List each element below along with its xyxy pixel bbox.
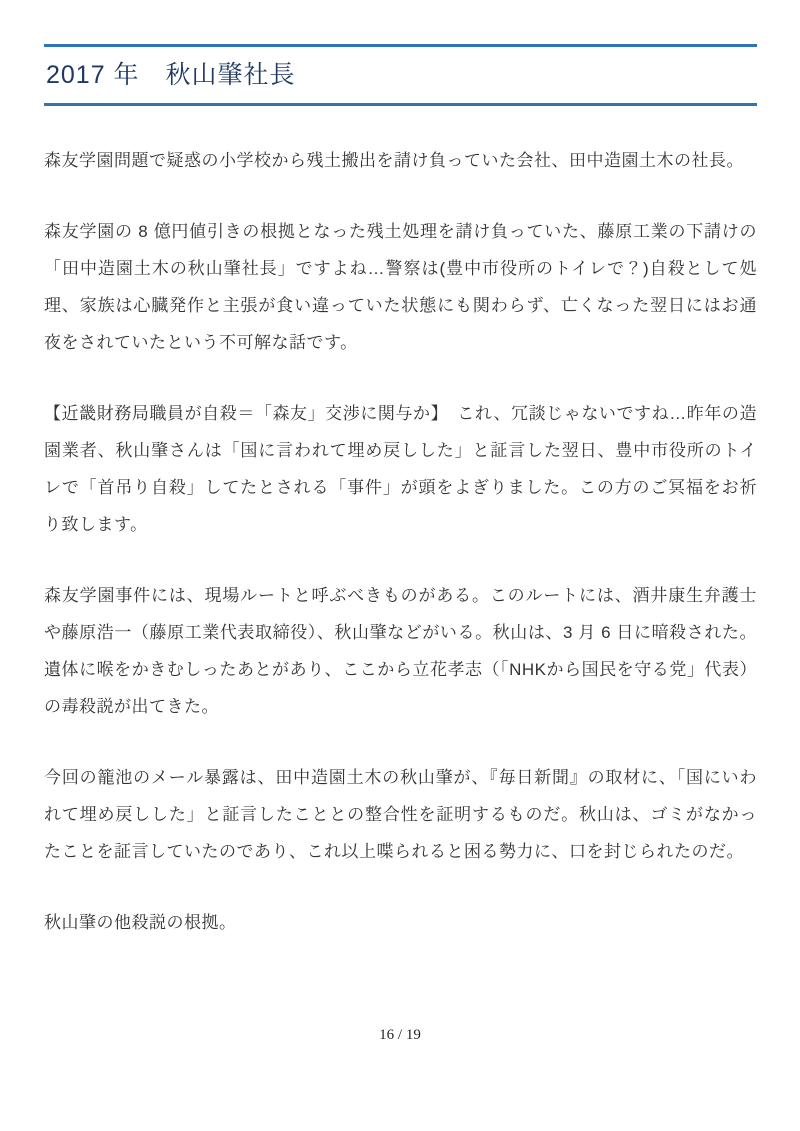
paragraph-murder-theory-heading: 秋山肇の他殺説の根拠。 xyxy=(44,913,237,932)
paragraph-company-intro: 森友学園問題で疑惑の小学校から残土搬出を請け負っていた会社、田中造園土木の社長。 xyxy=(44,151,744,170)
paragraph-kagoike-mail: 今回の籠池のメール暴露は、田中造園土木の秋山肇が、『毎日新聞』の取材に、「国にいわれて埋め戻しした」と証言したこととの整合性を証明するものだ。秋山は、ゴミがなかったことを証言していたのであり、これ以上喋られると困る勢力に、口を封じられたのだ。 xyxy=(44,768,757,861)
paragraph-police-suicide-ruling: 森友学園の 8 億円値引きの根拠となった残土処理を請け負っていた、藤原工業の下請けの「田中造園土木の秋山肇社長」ですよね…警察は(豊中市役所のトイレで？)自殺として処理、家族は心臓発作と主張が食い違っていた状態にも関わらず、亡くなった翌日にはお通夜をされていたという不可解な話です。 xyxy=(44,222,757,352)
document-body xyxy=(44,142,757,941)
paragraph-kinki-finance-bureau: 【近畿財務局職員が自殺＝「森友」交渉に関与か】 これ、冗談じゃないですね…昨年の造園業者、秋山肇さんは「国に言われて埋め戻しした」と証言した翌日、豊中市役所のトイレで「首吊り自殺」してたとされる「事件」が頭をよぎりました。この方のご冥福をお祈り致します。 xyxy=(44,404,757,534)
title-block xyxy=(44,44,757,106)
page-number: 16 / 19 xyxy=(379,1027,421,1043)
paragraph-genba-route: 森友学園事件には、現場ルートと呼ぶべきものがある。このルートには、酒井康生弁護士や藤原浩一（藤原工業代表取締役）、秋山肇などがいる。秋山は、3 月 6 日に暗殺された。遺体に喉をかきむしったあとがあり、ここから立花孝志（「NHKから国民を守る党」代表）の毒殺説が出てきた。 xyxy=(44,586,757,716)
page-title: 2017 年 秋山肇社長 xyxy=(46,61,296,89)
page-footer xyxy=(0,1026,800,1044)
